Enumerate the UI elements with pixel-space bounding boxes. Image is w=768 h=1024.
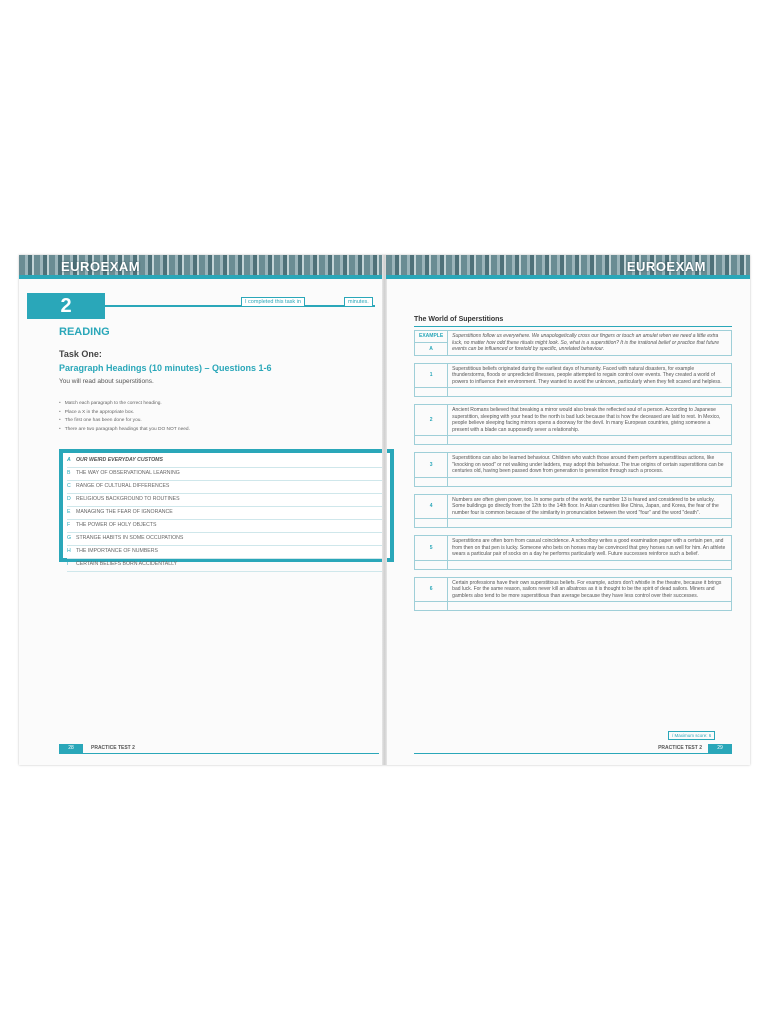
page-number: 29: [708, 744, 732, 753]
answer-box[interactable]: [415, 477, 448, 486]
answer-box-row: [415, 560, 732, 569]
paragraph-text: Superstitions can also be learned behaviour. Children who watch those around them perform superstitious actions, like "knocking on wood" or not walking under ladders, may adopt this behaviour. The true origins of certain superstitions can be centuries old, having been passed down from generation to generation through such a process.: [448, 453, 732, 478]
brand-logo: EUROEXAM: [61, 259, 141, 274]
paragraph-row: [415, 536, 732, 561]
instruction-item: • There are two paragraph headings that you DO NOT need.: [59, 426, 190, 435]
paragraph-row: [415, 363, 732, 388]
completed-label: I completed this task in: [241, 297, 305, 307]
example-answer: A: [415, 343, 448, 355]
heading-letter: F: [67, 522, 71, 528]
heading-row: [67, 481, 386, 494]
answer-box-row: [415, 388, 732, 397]
section-rule: [105, 305, 375, 307]
example-label: EXAMPLE: [415, 331, 448, 343]
heading-text: RELIGIOUS BACKGROUND TO ROUTINES: [76, 496, 180, 502]
right-page: [386, 255, 750, 765]
instructions-list: [59, 400, 190, 434]
task-intro: You will read about superstitions.: [59, 378, 154, 385]
paragraph-text: Ancient Romans believed that breaking a mirror would also break the reflected soul of a person. According to Japanese superstition, sleeping with your head to the north is bad luck because that is how the deceased are laid to rest. In Mexico, people believe sleeping facing mirrors opens a doorway for the devil. In many European countries, giving someone a present with a blade can supposedly sever a relationship.: [448, 405, 732, 436]
footer-label: PRACTICE TEST 2: [91, 745, 135, 751]
paragraph-text: Superstitions are often born from casual coincidence. A schoolboy writes a good examination paper with a certain pen, and from then on that pen is lucky. Someone who bets on horses may be convinced that grey horses run well for him. An athlete wears a particular pair of socks on a day he performs particularly well. Future successes reinforce such a belief.: [448, 536, 732, 561]
heading-row: [67, 468, 386, 481]
paragraph-text: Certain professions have their own superstitious beliefs. For example, actors don't whistle in the theatre, because it brings bad luck. For the same reason, sailors never kill an albatross as it is thought to be the spirit of dead sailors. Miners and gamblers also tend to be more superstitious than average because they have less control over their successes.: [448, 577, 732, 602]
example-row: [415, 331, 732, 343]
heading-letter: G: [67, 535, 72, 541]
answer-box-row: [415, 519, 732, 528]
instruction-item: • Place a X in the appropriate box.: [59, 409, 190, 418]
heading-text: THE POWER OF HOLY OBJECTS: [76, 522, 157, 528]
task-title: Task One:: [59, 349, 102, 359]
heading-letter: D: [67, 496, 71, 502]
answer-box-row: [415, 436, 732, 445]
heading-letter: C: [67, 483, 71, 489]
book-spread: [19, 255, 750, 765]
header-band: [386, 275, 750, 279]
max-score: / Maximum score: 6: [668, 731, 715, 740]
footer-rule: [59, 753, 379, 754]
answer-box[interactable]: [415, 388, 448, 397]
heading-letter: I: [67, 561, 69, 567]
answer-box[interactable]: [415, 602, 448, 611]
answer-box[interactable]: [415, 560, 448, 569]
heading-row: [67, 455, 386, 468]
heading-row: [67, 533, 386, 546]
paragraph-number: 6: [415, 577, 448, 602]
paragraph-number: 3: [415, 453, 448, 478]
heading-text: RANGE OF CULTURAL DIFFERENCES: [76, 483, 170, 489]
answer-box[interactable]: [415, 519, 448, 528]
heading-text: THE IMPORTANCE OF NUMBERS: [76, 548, 158, 554]
footer-rule: [414, 753, 732, 754]
left-footer: [59, 744, 379, 754]
paragraph-number: 2: [415, 405, 448, 436]
passage-table: [414, 330, 732, 611]
heading-row: [67, 559, 386, 572]
page-number: 28: [59, 744, 83, 753]
left-page: [19, 255, 383, 765]
paragraph-number: 1: [415, 363, 448, 388]
heading-letter: E: [67, 509, 71, 515]
heading-letter: A: [67, 457, 71, 463]
brand-logo: EUROEXAM: [626, 259, 706, 274]
heading-text: STRANGE HABITS IN SOME OCCUPATIONS: [76, 535, 184, 541]
heading-row: [67, 507, 386, 520]
heading-row: [67, 520, 386, 533]
right-header-banner: [386, 255, 750, 279]
heading-row: [67, 494, 386, 507]
footer-label: PRACTICE TEST 2: [658, 745, 702, 751]
paragraph-row: [415, 453, 732, 478]
instruction-item: • The first one has been done for you.: [59, 417, 190, 426]
heading-text: MANAGING THE FEAR OF IGNORANCE: [76, 509, 173, 515]
instruction-item: • Match each paragraph to the correct heading.: [59, 400, 190, 409]
paragraph-text: Superstitious beliefs originated during the earliest days of humanity. Faced with natural disasters, for example thunderstorms, floods or unpredicted illnesses, people attempted to regain control over events. They created a world of powers to influence their environment. They wanted to avoid the unknown, particularly when they felt scared and helpless.: [448, 363, 732, 388]
right-footer: [414, 744, 732, 754]
section-title: READING: [59, 326, 110, 338]
passage-title: The World of Superstitions: [414, 316, 504, 323]
answer-box[interactable]: [415, 436, 448, 445]
paragraph-row: [415, 405, 732, 436]
example-text: Superstitions follow us everywhere. We unapologetically cross our fingers or touch an amulet when we need a little extra luck, no matter how odd these rituals might look. So, what is a superstition? It is the irrational belief or practice that future events can be influenced or foretold by specific, unrelated behaviour.: [448, 331, 732, 356]
headings-box: [59, 449, 394, 567]
left-header-banner: [19, 255, 383, 279]
task-subtitle: Paragraph Headings (10 minutes) – Questions 1-6: [59, 363, 272, 373]
heading-text: OUR WEIRD EVERYDAY CUSTOMS: [76, 457, 163, 463]
heading-letter: H: [67, 548, 71, 554]
heading-letter: B: [67, 470, 71, 476]
minutes-label: minutes.: [344, 297, 373, 307]
paragraph-row: [415, 494, 732, 519]
section-number: 2: [27, 293, 105, 319]
answer-box-row: [415, 477, 732, 486]
heading-text: CERTAIN BELIEFS BORN ACCIDENTALLY: [76, 561, 178, 567]
title-rule: [414, 326, 732, 327]
heading-text: THE WAY OF OBSERVATIONAL LEARNING: [76, 470, 180, 476]
paragraph-text: Numbers are often given power, too. In some parts of the world, the number 13 is feared and considered to be unlucky. Some buildings go directly from the 12th to the 14th floor. In Asian countries like China, Japan, and Korea, the fear of the number four is common because of the similarity in pronunciation between the word "four" and the word "death".: [448, 494, 732, 519]
paragraph-number: 4: [415, 494, 448, 519]
header-band: [19, 275, 383, 279]
heading-row: [67, 546, 386, 559]
answer-box-row: [415, 602, 732, 611]
paragraph-row: [415, 577, 732, 602]
paragraph-number: 5: [415, 536, 448, 561]
